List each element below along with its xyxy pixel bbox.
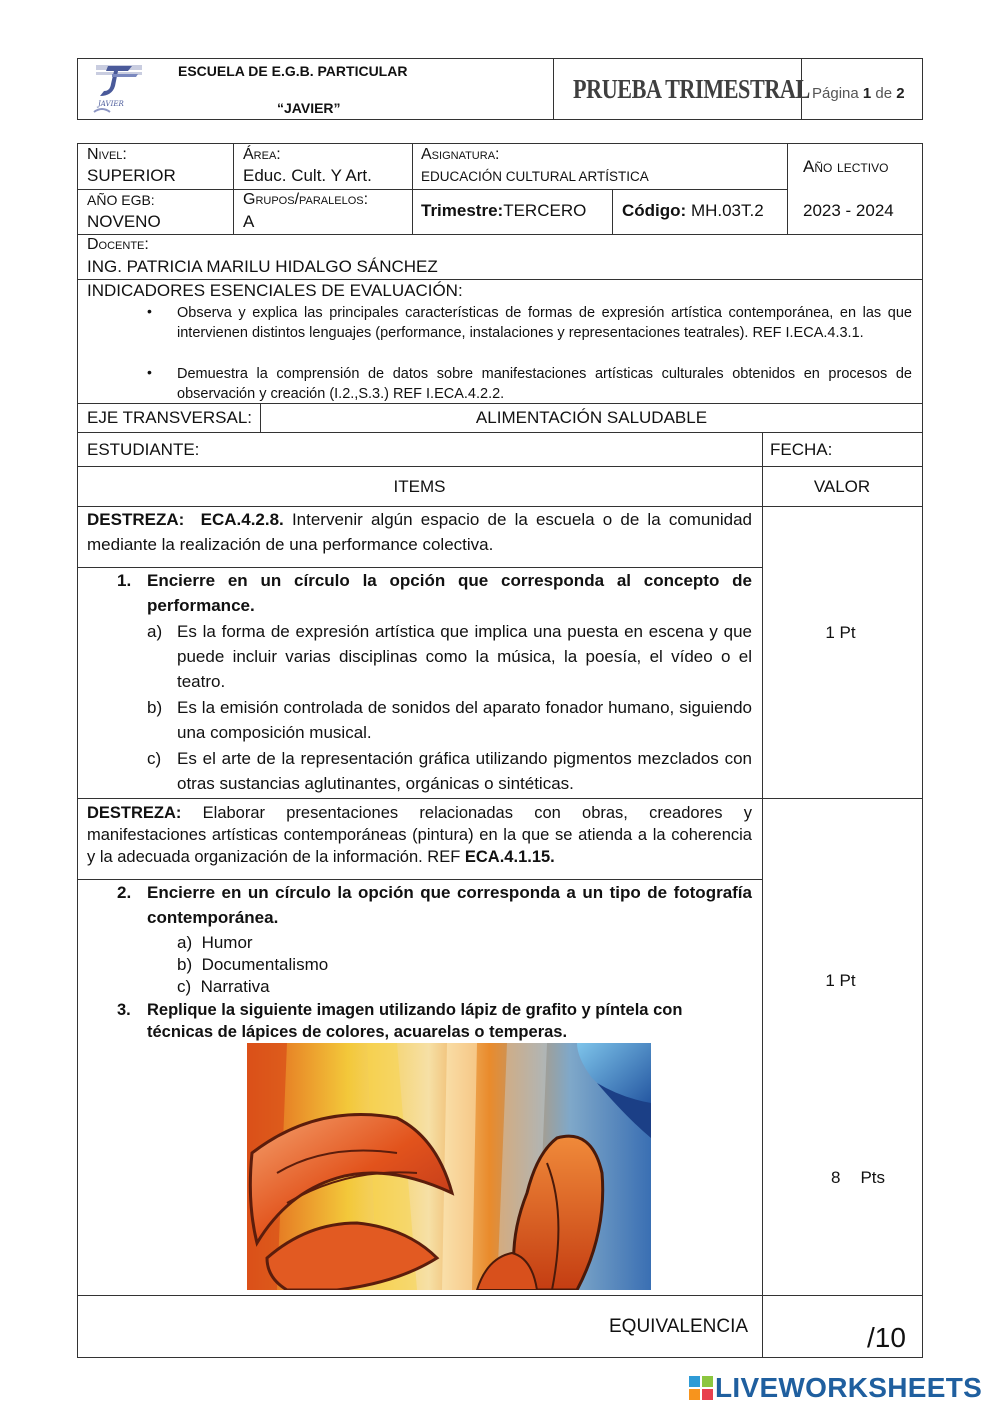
nivel-value: SUPERIOR — [87, 166, 176, 185]
logo-text: JAVIER — [98, 100, 124, 108]
school-subname: “JAVIER” — [277, 100, 341, 116]
question-3: 3. Replique la siguiente imagen utilizando lápiz de grafito y píntela con técnicas de lápices de colores, acuarelas o temperas. — [117, 1001, 683, 1041]
trimestre: Trimestre:TERCERO — [421, 201, 587, 220]
anio-egb-value: NOVENO — [87, 212, 161, 231]
grupos-value: A — [243, 212, 255, 231]
q2-valor: 1 Pt — [825, 971, 856, 990]
exam-title: PRUEBA TRIMESTRAL — [573, 74, 810, 104]
equivalencia-label: EQUIVALENCIA — [609, 1316, 749, 1337]
asignatura-label: Asignatura: — [421, 146, 500, 163]
q2-option-b[interactable]: b) Documentalismo — [177, 955, 329, 974]
q1-option-b[interactable]: b) Es la emisión controlada de sonidos del aparato fonador humano, siguiendo una composición musical. — [147, 698, 752, 742]
indicadores-title: INDICADORES ESENCIALES DE EVALUACIÓN: — [87, 281, 463, 300]
q3-valor: 8 Pts — [831, 1168, 886, 1187]
docente-value: ING. PATRICIA MARILU HIDALGO SÁNCHEZ — [87, 257, 438, 276]
score-total: /10 — [867, 1322, 906, 1353]
eje-value: ALIMENTACIÓN SALUDABLE — [475, 408, 708, 427]
school-logo — [88, 62, 148, 116]
eje-label: EJE TRANSVERSAL: — [87, 408, 253, 427]
fecha-label: FECHA: — [770, 440, 833, 459]
question-2: 2. Encierre en un círculo la opción que corresponda a un tipo de fotografía contemporánea. — [117, 883, 752, 927]
q1-valor: 1 Pt — [825, 623, 856, 642]
grupos-label: Grupos/paralelos: — [243, 191, 369, 208]
nivel-label: Nivel: — [87, 146, 127, 163]
q2-option-c[interactable]: c) Narrativa — [177, 977, 270, 996]
anio-lectivo-label: Año lectivo — [803, 157, 889, 176]
items-header: ITEMS — [393, 477, 446, 496]
page-indicator: Página 1 de 2 — [812, 85, 905, 102]
destreza-1: DESTREZA: ECA.4.2.8. Intervenir algún espacio de la escuela o de la comunidad mediante la realización de una performance colectiva. — [87, 510, 752, 554]
school-name: ESCUELA DE E.G.B. PARTICULAR — [178, 63, 408, 79]
indicador-item: • Demuestra la comprensión de datos sobre manifestaciones artísticas culturales obtenidos en procesos de observación y creación (I.2.,S.3.) REF I.ECA.4.2.2. — [147, 364, 912, 402]
liveworksheets-watermark: LIVEWORKSHEETS — [689, 1372, 982, 1404]
anio-egb-label: AÑO EGB: — [87, 192, 155, 208]
indicador-item: • Observa y explica las principales características de formas de expresión artística contemporánea, en las que intervienen distintos lenguajes (performance, instalaciones y representaciones teatrales). REF I.ECA.4.3.1. — [147, 303, 912, 341]
liveworksheets-logo-icon — [689, 1376, 713, 1400]
area-label: Área: — [243, 146, 281, 163]
q1-option-c[interactable]: c) Es el arte de la representación gráfica utilizando pigmentos mezclados con otras sustancias aglutinantes, orgánicas o sintéticas. — [147, 749, 752, 793]
docente-label: Docente: — [87, 236, 149, 253]
destreza-2: DESTREZA: Elaborar presentaciones relacionadas con obras, creadores y manifestaciones artísticas contemporáneas (pintura) en la que se atienda a la coherencia y la adecuada organización de la información. REF ECA.4.1.15. — [87, 804, 752, 866]
area-value: Educ. Cult. Y Art. — [243, 166, 372, 185]
q1-option-a[interactable]: a) Es la forma de expresión artística que implica una puesta en escena y que puede incluir varias disciplinas como la música, la poesía, el vídeo o el teatro. — [147, 622, 752, 691]
codigo: Código: MH.03T.2 — [622, 201, 764, 220]
question-1: 1. Encierre en un círculo la opción que corresponda al concepto de performance. — [117, 571, 752, 615]
estudiante-label: ESTUDIANTE: — [87, 440, 200, 459]
valor-header: VALOR — [813, 477, 871, 496]
anio-lectivo-value: 2023 - 2024 — [803, 201, 894, 220]
asignatura-value: EDUCACIÓN CULTURAL ARTÍSTICA — [421, 169, 649, 184]
q2-option-a[interactable]: a) Humor — [177, 933, 253, 952]
butterfly-painting-image — [247, 1043, 651, 1290]
